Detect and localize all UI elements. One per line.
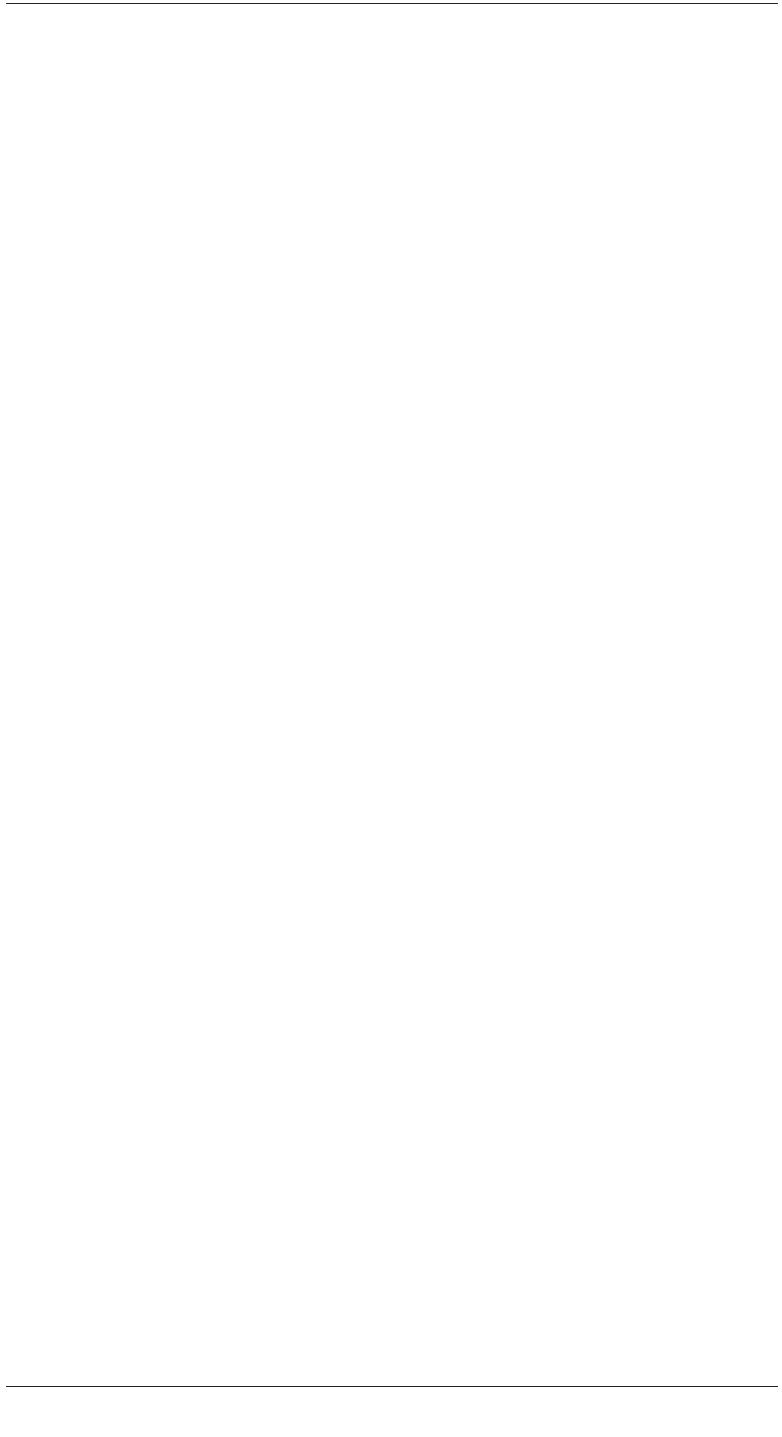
table-top-rule bbox=[6, 3, 778, 4]
table-bottom-rule bbox=[6, 1386, 778, 1387]
